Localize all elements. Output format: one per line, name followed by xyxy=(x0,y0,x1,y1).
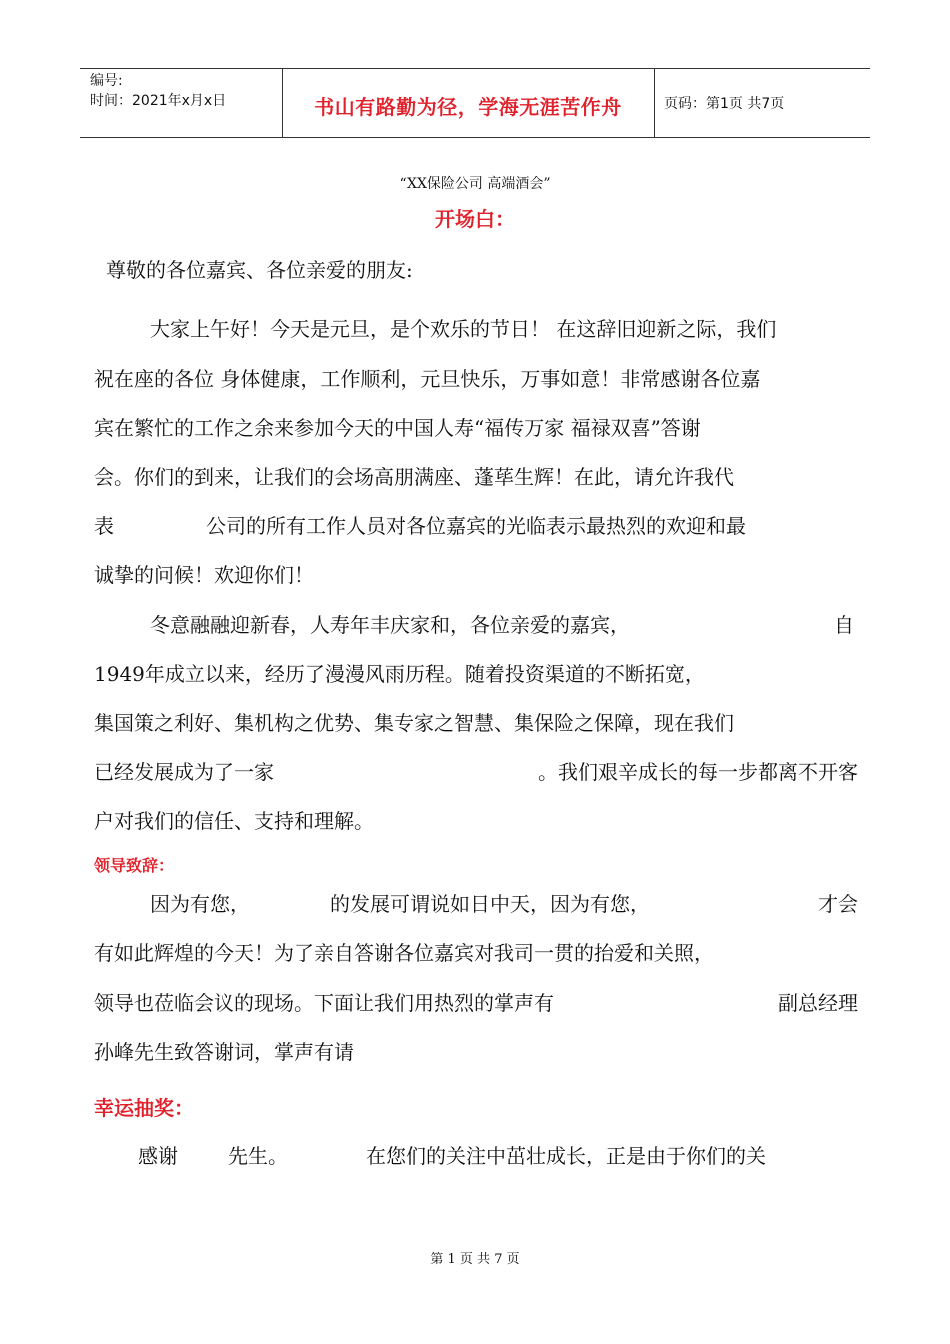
text-line: 会。你们的到来，让我们的会场高朋满座、蓬荜生辉！在此，请允许我代 xyxy=(94,465,734,489)
text-line: 1949年成立以来，经历了漫漫风雨历程。随着投资渠道的不断拓宽， xyxy=(94,662,705,686)
text-line: 集国策之利好、集机构之优势、集专家之智慧、集保险之保障，现在我们 xyxy=(94,711,734,735)
text-line: 有如此辉煌的今天！为了亲自答谢各位嘉宾对我司一贯的抬爱和关照， xyxy=(94,941,714,965)
text-line: 宾在繁忙的工作之余来参加今天的中国人寿“福传万家 福禄双喜”答谢 xyxy=(94,416,701,440)
doc-date-label: 时间：2021年x月x日 xyxy=(90,93,227,109)
text-line: 感谢 先生。 在您们的关注中茁壮成长，正是由于你们的关 xyxy=(138,1144,766,1168)
text-line: 表 公司的所有工作人员对各位嘉宾的光临表示最热烈的欢迎和最 xyxy=(94,514,746,538)
text-line: 户对我们的信任、支持和理解。 xyxy=(94,809,374,833)
greeting-line: 尊敬的各位嘉宾、各位亲爱的朋友: xyxy=(106,258,413,282)
section-title-lottery: 幸运抽奖： xyxy=(94,1096,194,1120)
document-title: “XX保险公司 高端酒会” xyxy=(399,176,551,192)
doc-code-label: 编号: xyxy=(90,73,123,89)
page-footer: 第 1 页 共 7 页 xyxy=(430,1252,520,1267)
text-line: 冬意融融迎新春，人寿年丰庆家和，各位亲爱的嘉宾， 自 xyxy=(150,613,854,637)
header-table xyxy=(80,68,870,138)
text-line: 祝在座的各位 身体健康，工作顺利，元旦快乐，万事如意！非常感谢各位嘉 xyxy=(94,367,761,391)
text-line: 已经发展成为了一家 。我们艰辛成长的每一步都离不开客 xyxy=(94,760,858,784)
header-meta-cell xyxy=(80,69,283,137)
text-line: 孙峰先生致答谢词，掌声有请 xyxy=(94,1040,354,1064)
text-line: 大家上午好！今天是元旦，是个欢乐的节日！ 在这辞旧迎新之际，我们 xyxy=(150,317,777,341)
text-line: 诚挚的问候！欢迎你们！ xyxy=(94,563,314,587)
text-line: 领导也莅临会议的现场。下面让我们用热烈的掌声有 副总经理 xyxy=(94,991,858,1015)
header-motto-cell xyxy=(282,69,655,137)
header-motto: 书山有路勤为径，学海无涯苦作舟 xyxy=(314,95,622,119)
section-title-opening: 开场白： xyxy=(435,207,515,231)
text-line: 因为有您， 的发展可谓说如日中天，因为有您， 才会 xyxy=(150,892,858,916)
section-title-leader: 领导致辞： xyxy=(94,856,175,875)
header-page-info: 页码：第1页 共7页 xyxy=(664,96,785,112)
